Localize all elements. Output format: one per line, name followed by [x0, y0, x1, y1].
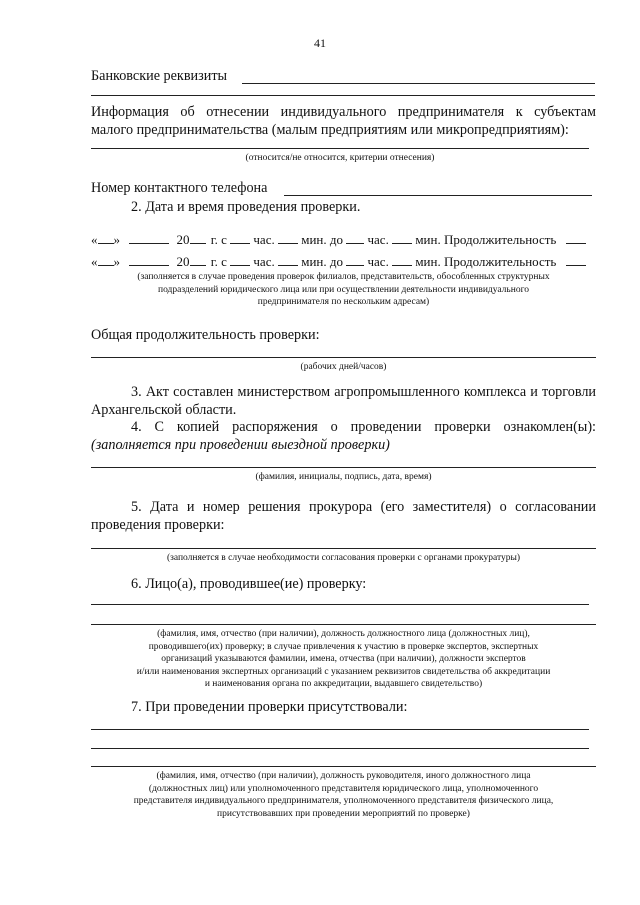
- section-7-line-1[interactable]: [91, 729, 589, 730]
- section-7-line-3[interactable]: [91, 766, 596, 767]
- section-7-line-2[interactable]: [91, 748, 589, 749]
- bank-details-line[interactable]: [242, 83, 595, 84]
- start-hour-field[interactable]: [230, 231, 250, 244]
- end-min-field[interactable]: [392, 253, 412, 266]
- phone-label: Номер контактного телефона: [91, 180, 268, 196]
- section-5-line[interactable]: [91, 548, 596, 549]
- section-6-line-1[interactable]: [91, 604, 589, 605]
- datetime-row-1: « » 20 г. с час. мин. до час. мин. Продолжительность: [91, 231, 586, 248]
- section-4-line-1: 4. С копией распоряжения о проведении проверки ознакомлен(ы):: [131, 419, 596, 435]
- section-6-line-2[interactable]: [91, 624, 596, 625]
- datetime-row-2: « » 20 г. с час. мин. до час. мин. Продолжительность: [91, 253, 586, 270]
- end-min-field[interactable]: [392, 231, 412, 244]
- section-7-caption: (фамилия, имя, отчество (при наличии), должность руководителя, иного должностного лица (должностных лиц) или уполномоченного представителя юридического лица, уполномоченного представителя индивидуального предпринимателя, уполномоченного представителя физического лица, присутствовавших при проведении мероприятий по проверке): [133, 771, 554, 819]
- year-field[interactable]: [190, 231, 206, 244]
- small-business-line-1: Информация об отнесении индивидуального предпринимателя к субъектам: [91, 104, 596, 120]
- total-duration-label: Общая продолжительность проверки:: [91, 327, 320, 343]
- bank-details-line-2[interactable]: [91, 95, 595, 96]
- section-4-line-2: (заполняется при проведении выездной проверки): [91, 437, 390, 453]
- section-7-heading: 7. При проведении проверки присутствовали:: [131, 699, 408, 715]
- section-5-line-1: 5. Дата и номер решения прокурора (его заместителя) о согласовании: [131, 499, 596, 515]
- section-2-caption: (заполняется в случае проведения проверок филиалов, представительств, обособленных структурных подразделений юридического лица или при осуществлении деятельности индивидуального предпринимателя по нескольким адресам): [137, 272, 550, 308]
- small-business-line-2: малого предпринимательства (малым предприятиям или микропредприятиям):: [91, 122, 569, 138]
- section-4-caption: (фамилия, инициалы, подпись, дата, время): [255, 472, 432, 482]
- section-3-line-1: 3. Акт составлен министерством агропромышленного комплекса и торговли: [131, 384, 596, 400]
- section-2-heading: 2. Дата и время проведения проверки.: [131, 199, 361, 215]
- day-field[interactable]: [98, 231, 114, 244]
- start-hour-field[interactable]: [230, 253, 250, 266]
- month-field[interactable]: [129, 253, 169, 266]
- section-5-line-2: проведения проверки:: [91, 517, 225, 533]
- end-hour-field[interactable]: [346, 253, 364, 266]
- phone-line[interactable]: [284, 195, 592, 196]
- total-duration-line[interactable]: [91, 357, 596, 358]
- page-number: 41: [314, 36, 326, 50]
- start-min-field[interactable]: [278, 231, 298, 244]
- section-4-line[interactable]: [91, 467, 596, 468]
- small-business-caption: (относится/не относится, критерии отнесения): [245, 153, 435, 163]
- duration-field[interactable]: [566, 231, 586, 244]
- start-min-field[interactable]: [278, 253, 298, 266]
- day-field[interactable]: [98, 253, 114, 266]
- small-business-line[interactable]: [91, 148, 589, 149]
- section-3-line-2: Архангельской области.: [91, 402, 237, 418]
- duration-field[interactable]: [566, 253, 586, 266]
- section-5-caption: (заполняется в случае необходимости согласования проверки с органами прокуратуры): [166, 553, 521, 563]
- end-hour-field[interactable]: [346, 231, 364, 244]
- bank-details-label: Банковские реквизиты: [91, 68, 228, 84]
- total-duration-caption: (рабочих дней/часов): [300, 362, 387, 372]
- year-field[interactable]: [190, 253, 206, 266]
- month-field[interactable]: [129, 231, 169, 244]
- section-6-caption: (фамилия, имя, отчество (при наличии), должность должностного лица (должностных лиц), проводившего(их) проверку; в случае привлечения к участию в проверке экспертов, экспертных организаций указываются фамилии, имена, отчества (при наличии), должности экспертов и/или наименования экспертных организаций с указанием реквизитов свидетельства об аккредитации и наименования органа по аккредитации, выдавшего свидетельство): [136, 629, 551, 690]
- section-6-heading: 6. Лицо(а), проводившее(ие) проверку:: [131, 576, 367, 592]
